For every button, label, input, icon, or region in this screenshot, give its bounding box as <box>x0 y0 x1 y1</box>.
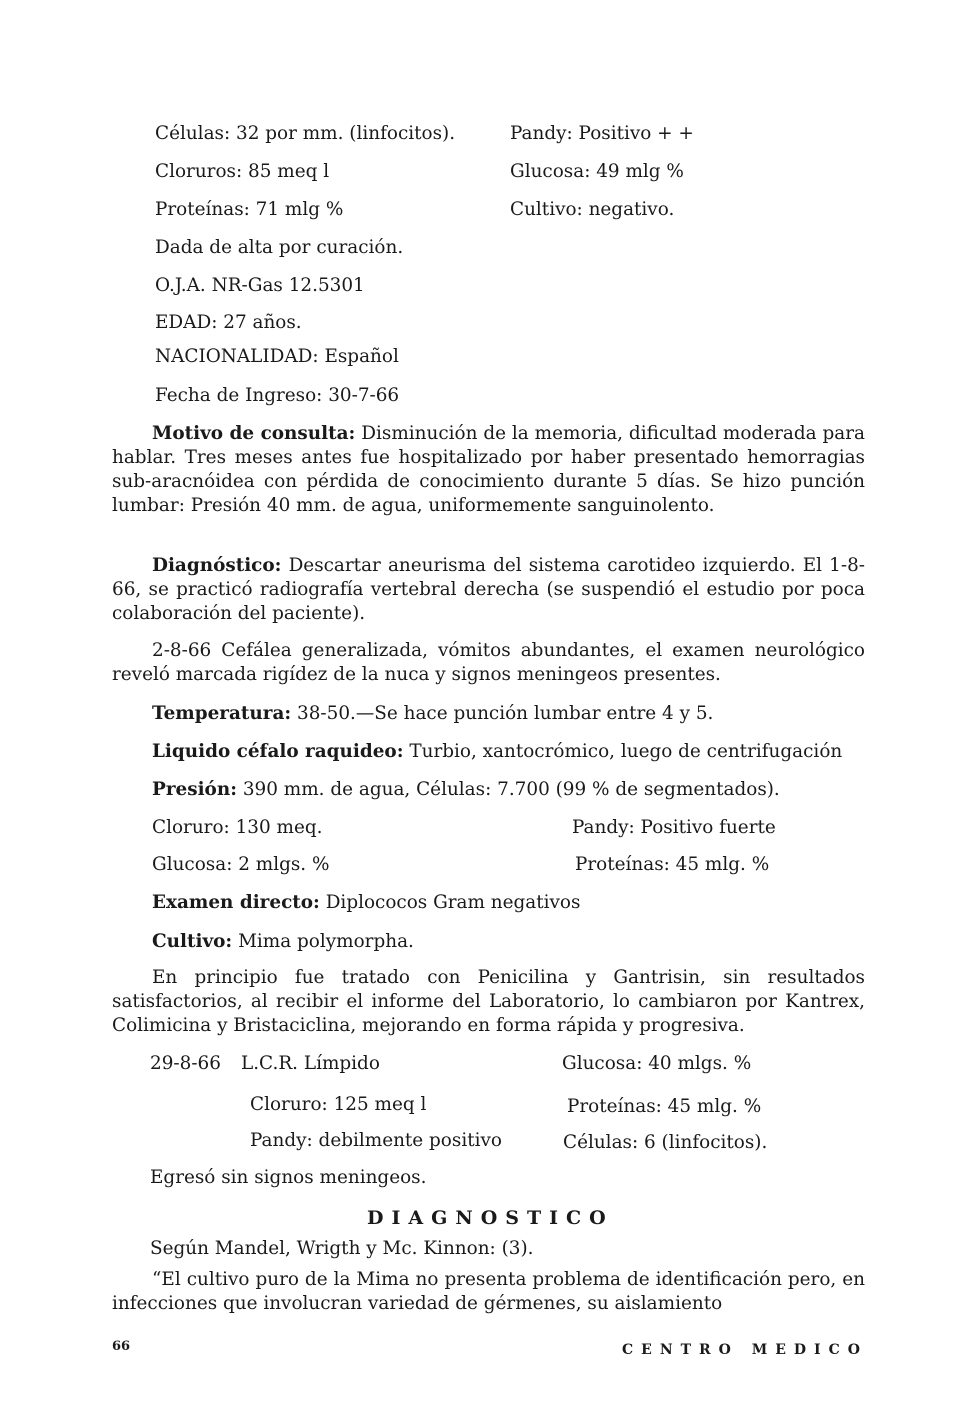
diagnostico-label: Diagnóstico: <box>152 555 282 576</box>
temperatura-label: Temperatura: <box>152 703 292 724</box>
lcr-limpido: L.C.R. Límpido <box>241 1053 380 1074</box>
presion-line <box>152 778 780 802</box>
journal-name: CENTRO MEDICO <box>622 1342 868 1358</box>
cultivo-mima-line <box>152 930 414 954</box>
lcr-pandy: Pandy: debilmente positivo <box>250 1130 502 1151</box>
egreso-line: Egresó sin signos meningeos. <box>150 1167 427 1188</box>
liquido-line <box>152 740 842 764</box>
pandy-line: Pandy: Positivo + + <box>510 123 694 144</box>
cefalea-text: 2-8-66 Cefálea generalizada, vómitos abundantes, el examen neurológico reveló marcada rigídez de la nuca y signos meningeos presentes. <box>112 640 865 685</box>
presion-label: Presión: <box>152 779 237 800</box>
lcr-glucosa: Glucosa: 40 mlgs. % <box>562 1053 752 1074</box>
celulas-line: Células: 32 por mm. (linfocitos). <box>155 123 456 144</box>
diagnostico-paragraph <box>112 554 865 626</box>
pandy-fuerte-line: Pandy: Positivo fuerte <box>572 817 776 838</box>
temperatura-text: 38-50.—Se hace punción lumbar entre 4 y 5. <box>297 703 714 724</box>
motivo-text: Disminución de la memoria, dificultad moderada para hablar. Tres meses antes fue hospitalizado por haber presentado hemorragias sub-aracnóidea con pérdida de conocimiento durante 5 días. Se hizo punción lumbar: Presión 40 mm. de agua, uniformemente sanguinolento. <box>112 423 865 516</box>
nacionalidad-line: NACIONALIDAD: Español <box>155 346 399 367</box>
lcr-celulas: Células: 6 (linfocitos). <box>563 1132 768 1153</box>
oja-line: O.J.A. NR-Gas 12.5301 <box>155 275 365 296</box>
diagnostico-text: Descartar aneurisma del sistema carotideo izquierdo. El 1-8-66, se practicó radiografía vertebral derecha (se suspendió el estudio por poca colaboración del paciente). <box>112 555 865 624</box>
tratamiento-text: En principio fue tratado con Penicilina y Gantrisin, sin resultados satisfactorios, al recibir el informe del Laboratorio, lo cambiaron por Kantrex, Colimicina y Bristaciclina, mejorando en forma rápida y progresiva. <box>112 967 865 1036</box>
section-title: DIAGNOSTICO <box>367 1207 614 1229</box>
cloruro-130-line: Cloruro: 130 meq. <box>152 817 323 838</box>
quote-paragraph <box>112 1268 865 1316</box>
page-number: 66 <box>112 1339 131 1354</box>
motivo-label: Motivo de consulta: <box>152 423 356 444</box>
temperatura-line <box>152 702 713 726</box>
proteinas-45-line: Proteínas: 45 mlg. % <box>575 854 770 875</box>
cultivo-mima-label: Cultivo: <box>152 931 233 952</box>
fecha-ingreso-line: Fecha de Ingreso: 30-7-66 <box>155 385 400 406</box>
lcr-proteinas: Proteínas: 45 mlg. % <box>567 1096 762 1117</box>
tratamiento-paragraph <box>112 966 865 1038</box>
lcr-fecha: 29-8-66 <box>150 1053 221 1074</box>
cultivo-mima-text: Mima polymorpha. <box>238 931 414 952</box>
lcr-cloruro: Cloruro: 125 meq l <box>250 1094 427 1115</box>
presion-text: 390 mm. de agua, Células: 7.700 (99 % de segmentados). <box>242 779 780 800</box>
cefalea-paragraph <box>112 639 865 687</box>
proteinas-line: Proteínas: 71 mlg % <box>155 199 344 220</box>
glucosa-line: Glucosa: 49 mlg % <box>510 161 684 182</box>
liquido-text: Turbio, xantocrómico, luego de centrifugación <box>409 741 843 762</box>
examen-label: Examen directo: <box>152 892 320 913</box>
examen-line <box>152 891 580 915</box>
glucosa-2-line: Glucosa: 2 mlgs. % <box>152 854 330 875</box>
segun-line: Según Mandel, Wrigth y Mc. Kinnon: (3). <box>150 1238 534 1259</box>
edad-line: EDAD: 27 años. <box>155 312 302 333</box>
examen-text: Diplococos Gram negativos <box>325 892 581 913</box>
alta-line: Dada de alta por curación. <box>155 237 404 258</box>
motivo-paragraph <box>112 422 865 518</box>
cloruros-line: Cloruros: 85 meq l <box>155 161 330 182</box>
cultivo-line: Cultivo: negativo. <box>510 199 675 220</box>
quote-text: “El cultivo puro de la Mima no presenta problema de identificación pero, en infecciones que involucran variedad de gérmenes, su aislamiento <box>112 1269 865 1314</box>
liquido-label: Liquido céfalo raquideo: <box>152 741 404 762</box>
